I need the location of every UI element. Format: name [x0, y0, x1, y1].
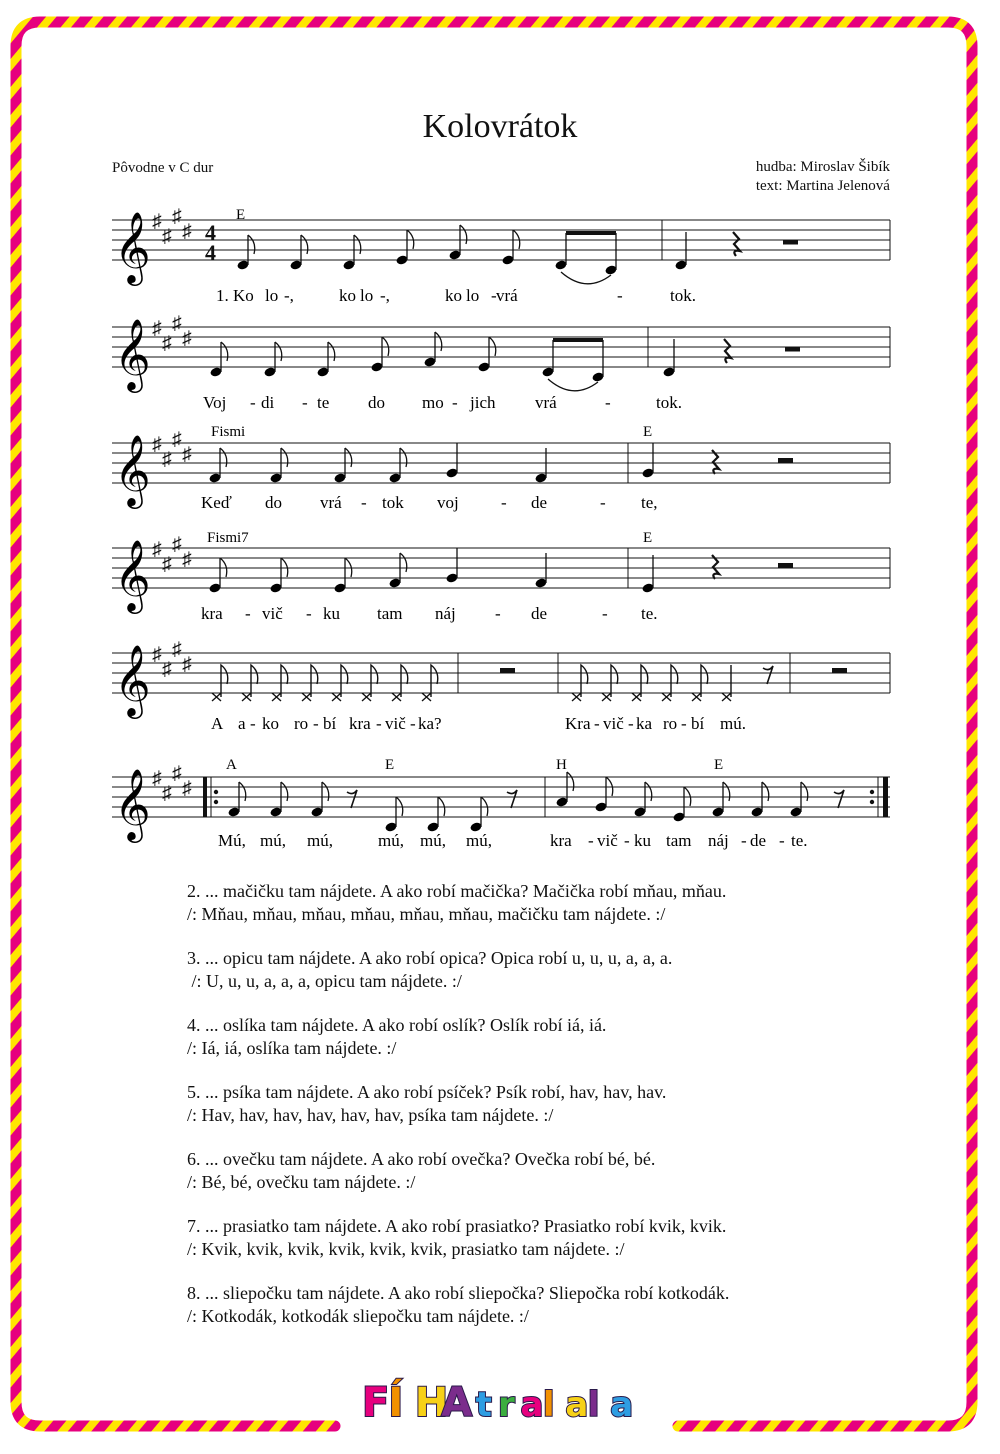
lyric-line-2	[203, 393, 682, 412]
logo-letter: l	[542, 1385, 555, 1425]
svg-text:♯: ♯	[182, 221, 192, 242]
music-credit: hudba: Miroslav Šibík	[755, 159, 890, 175]
svg-text:-: -	[594, 714, 600, 733]
svg-text:♯: ♯	[172, 639, 182, 660]
svg-text:a: a	[238, 714, 246, 733]
verse-3: 3. ... opicu tam nájdete. A ako robí opica? Opica robí u, u, u, a, a, a. /: U, u, u, a, a, a, opicu tam nájdete. :/	[187, 948, 673, 991]
lyric-line-1	[216, 286, 696, 305]
svg-text:4: 4	[205, 240, 216, 265]
logo-letter: H	[414, 1380, 449, 1426]
svg-text:♯: ♯	[162, 783, 172, 804]
verse-6: 6. ... ovečku tam nájdete. A ako robí ovečka? Ovečka robí bé, bé. /: Bé, bé, ovečku tam nájdete. :/	[187, 1149, 656, 1192]
svg-text:Keď: Keď	[201, 493, 232, 512]
svg-text:te.: te.	[641, 604, 658, 623]
svg-text:-: -	[302, 393, 308, 412]
svg-text:lo: lo	[466, 286, 480, 305]
logo-letter: l	[587, 1385, 600, 1425]
svg-text:mú,: mú,	[378, 831, 404, 850]
svg-text:ko: ko	[262, 714, 279, 733]
verse-4: 4. ... oslíka tam nájdete. A ako robí oslík? Oslík robí iá, iá. /: Iá, iá, oslíka tam nájdete. :/	[187, 1015, 607, 1058]
svg-text:ku: ku	[323, 604, 340, 623]
treble-clef: 𝄞	[114, 214, 151, 282]
svg-text:-: -	[602, 604, 608, 623]
svg-text:di: di	[261, 393, 275, 412]
svg-text:mú,: mú,	[420, 831, 446, 850]
svg-text:mú,: mú,	[307, 831, 333, 850]
svg-text:♯: ♯	[182, 778, 192, 799]
chord-symbol: E	[714, 757, 724, 773]
svg-text:te,: te,	[641, 493, 658, 512]
song-title: Kolovrátok	[422, 108, 578, 145]
staff-5	[112, 639, 890, 719]
chord-symbol: A	[226, 757, 237, 773]
svg-text:ro: ro	[663, 714, 678, 733]
svg-text:tok.: tok.	[656, 393, 682, 412]
svg-text:vič: vič	[262, 604, 283, 623]
svg-text:-: -	[495, 604, 501, 623]
svg-text:mú.: mú.	[720, 714, 746, 733]
svg-text:𝄞: 𝄞	[114, 542, 151, 610]
svg-text:de: de	[531, 604, 548, 623]
logo-graphic	[350, 1368, 650, 1428]
svg-text:mú,: mú,	[466, 831, 492, 850]
svg-text:-: -	[501, 493, 507, 512]
svg-text:-: -	[588, 831, 594, 850]
svg-text:bí: bí	[323, 714, 337, 733]
svg-text:-: -	[306, 604, 312, 623]
svg-text:♯: ♯	[162, 449, 172, 470]
svg-text:do: do	[265, 493, 282, 512]
svg-text:-: -	[361, 493, 367, 512]
svg-text:-: -	[245, 604, 251, 623]
svg-text:♯: ♯	[172, 206, 182, 227]
svg-text:𝄞: 𝄞	[114, 647, 151, 715]
svg-text:♯: ♯	[172, 313, 182, 334]
staff-1	[112, 206, 890, 286]
svg-text:♯: ♯	[152, 434, 162, 455]
logo-letter: A	[441, 1380, 473, 1426]
chord-symbol: E	[643, 530, 653, 546]
svg-text:vrá: vrá	[496, 286, 518, 305]
svg-text:♯: ♯	[162, 226, 172, 247]
svg-text:de: de	[531, 493, 548, 512]
svg-text:tok.: tok.	[670, 286, 696, 305]
svg-text:ka: ka	[636, 714, 653, 733]
svg-text:-: -	[452, 393, 458, 412]
svg-text:-: -	[779, 831, 785, 850]
fiha-tralala-logo	[0, 1368, 1000, 1433]
chord-symbol: E	[385, 757, 395, 773]
svg-text:-: -	[681, 714, 687, 733]
time-signature	[205, 220, 216, 265]
svg-text:-: -	[741, 831, 747, 850]
svg-text:♯: ♯	[172, 429, 182, 450]
svg-text:♯: ♯	[172, 534, 182, 555]
svg-text:-: -	[313, 714, 319, 733]
chord-symbol: E	[236, 207, 246, 223]
svg-text:lo: lo	[360, 286, 374, 305]
svg-text:náj: náj	[708, 831, 729, 850]
svg-text:1. Ko: 1. Ko	[216, 286, 254, 305]
logo-letter: r	[498, 1385, 515, 1425]
svg-text:-: -	[250, 714, 256, 733]
svg-text:♯: ♯	[162, 554, 172, 575]
logo-letter: a	[520, 1385, 544, 1425]
svg-text:♯: ♯	[152, 768, 162, 789]
verse-2: 2. ... mačičku tam nájdete. A ako robí mačička? Mačička robí mňau, mňau. /: Mňau, mňau, mňau, mňau, mňau, mňau, mačičku tam nájdete. :/	[187, 881, 727, 924]
svg-text:♯: ♯	[152, 318, 162, 339]
svg-text:vič: vič	[597, 831, 618, 850]
svg-text:ko: ko	[339, 286, 356, 305]
svg-text:jich: jich	[470, 393, 496, 412]
svg-text:lo: lo	[265, 286, 279, 305]
svg-text:kra: kra	[349, 714, 371, 733]
verse-8: 8. ... sliepočku tam nájdete. A ako robí sliepočka? Sliepočka robí kotkodák. /: Kotkodák, kotkodák sliepočku tam nájdete. :/	[187, 1283, 730, 1326]
svg-text:mú,: mú,	[260, 831, 286, 850]
chord-symbol: H	[556, 757, 567, 773]
svg-text:tok: tok	[382, 493, 404, 512]
svg-text:-: -	[605, 393, 611, 412]
svg-text:♯: ♯	[172, 763, 182, 784]
svg-text:♯: ♯	[162, 659, 172, 680]
svg-text:♯: ♯	[182, 444, 192, 465]
svg-text:A: A	[211, 714, 224, 733]
svg-text:4: 4	[205, 220, 216, 245]
verse-7: 7. ... prasiatko tam nájdete. A ako robí prasiatko? Prasiatko robí kvik, kvik. /: Kvik, kvik, kvik, kvik, kvik, kvik, prasiatko tam nájdete. :/	[187, 1216, 727, 1259]
svg-text:Kra: Kra	[565, 714, 591, 733]
staff-4	[112, 534, 890, 614]
svg-text:ka?: ka?	[418, 714, 442, 733]
lyrics-credit: text: Martina Jelenová	[755, 178, 890, 194]
svg-text:-: -	[250, 393, 256, 412]
svg-text:♯: ♯	[152, 539, 162, 560]
chord-symbol: Fismi7	[207, 530, 249, 546]
svg-text:te: te	[317, 393, 330, 412]
lyric-line-5	[211, 714, 746, 733]
logo-letter: F	[362, 1380, 390, 1426]
svg-text:Voj: Voj	[203, 393, 227, 412]
svg-text:kra: kra	[550, 831, 572, 850]
svg-text:ku: ku	[634, 831, 651, 850]
svg-text:-: -	[376, 714, 382, 733]
svg-text:𝄞: 𝄞	[114, 771, 151, 839]
svg-text:♯: ♯	[152, 644, 162, 665]
svg-text:kra: kra	[201, 604, 223, 623]
svg-text:ro: ro	[294, 714, 309, 733]
chord-symbol: E	[643, 424, 653, 440]
svg-text:mo: mo	[422, 393, 444, 412]
notes	[236, 225, 798, 284]
svg-text:-: -	[628, 714, 634, 733]
svg-text:♯: ♯	[182, 328, 192, 349]
lyric-line-3	[201, 493, 658, 512]
svg-text:vič: vič	[603, 714, 624, 733]
svg-text:-,: -,	[284, 286, 294, 305]
svg-text:♯: ♯	[162, 333, 172, 354]
verse-5: 5. ... psíka tam nájdete. A ako robí psíček? Psík robí, hav, hav, hav. /: Hav, hav, hav, hav, hav, hav, psíka tam nájdete. :/	[187, 1082, 667, 1125]
svg-text:vrá: vrá	[320, 493, 342, 512]
svg-text:♯: ♯	[182, 654, 192, 675]
svg-text:-,: -,	[380, 286, 390, 305]
lyric-line-4	[201, 604, 658, 623]
svg-text:-: -	[491, 286, 497, 305]
svg-text:náj: náj	[435, 604, 456, 623]
svg-text:-: -	[410, 714, 416, 733]
logo-letter: Í	[388, 1380, 404, 1426]
svg-text:ko: ko	[445, 286, 462, 305]
original-key-note: Pôvodne v C dur	[112, 160, 214, 176]
svg-text:vrá: vrá	[535, 393, 557, 412]
svg-text:de: de	[750, 831, 767, 850]
svg-text:tam: tam	[377, 604, 403, 623]
additional-verses	[187, 880, 729, 1349]
svg-text:-: -	[624, 831, 630, 850]
svg-text:voj: voj	[437, 493, 459, 512]
logo-letter: a	[610, 1385, 634, 1425]
svg-text:bí: bí	[691, 714, 705, 733]
svg-text:Mú,: Mú,	[218, 831, 246, 850]
svg-text:tam: tam	[666, 831, 692, 850]
svg-text:♯: ♯	[182, 549, 192, 570]
svg-text:te.: te.	[791, 831, 808, 850]
staff-2	[112, 313, 890, 393]
key-signature	[152, 206, 192, 247]
svg-text:𝄞: 𝄞	[114, 321, 151, 389]
svg-text:-: -	[617, 286, 623, 305]
chord-symbol: Fismi	[211, 424, 246, 440]
logo-letter: a	[565, 1385, 589, 1425]
svg-text:vič: vič	[385, 714, 406, 733]
lyric-line-6	[218, 831, 808, 850]
svg-text:𝄞: 𝄞	[114, 437, 151, 505]
svg-text:do: do	[368, 393, 385, 412]
logo-letter: t	[475, 1385, 492, 1425]
svg-text:♯: ♯	[152, 211, 162, 232]
svg-text:-: -	[600, 493, 606, 512]
